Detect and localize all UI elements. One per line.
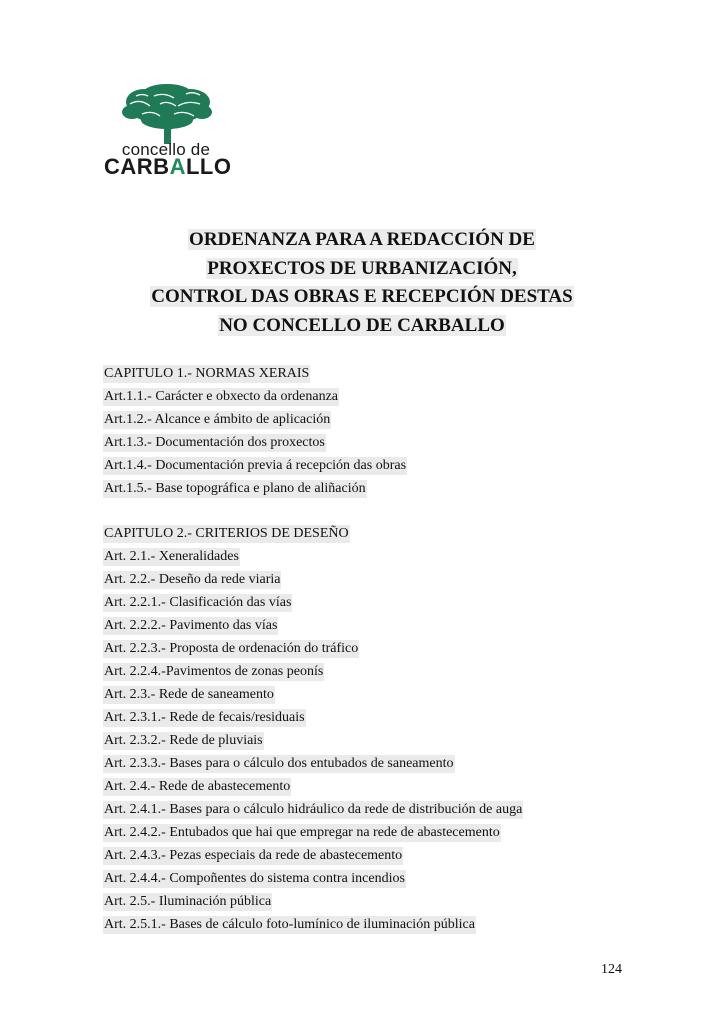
toc-item-text: Art. 2.2.3.- Proposta de ordenación do tráfico [104,641,359,656]
toc-item [103,844,523,867]
toc-item-text: Art.1.4.- Documentación previa á recepción das obras [104,458,407,473]
toc-item [103,706,523,729]
toc-item-text: Art. 2.3.2.- Rede de pluviais [104,733,263,748]
chapter-2-section [103,522,523,936]
toc-item [103,890,523,913]
chapter-1-section [103,362,407,500]
title-text: NO CONCELLO DE CARBALLO [219,314,505,336]
logo-text-part: LLO [185,154,232,179]
toc-item-text: Art. 2.1.- Xeneralidades [104,549,239,564]
toc-item [103,408,407,431]
toc-item-text: Art. 2.4.1.- Bases para o cálculo hidráulico da rede de distribución de auga [104,802,523,817]
title-text: CONTROL DAS OBRAS E RECEPCIÓN DESTAS [151,286,573,307]
toc-item [103,614,523,637]
toc-item [103,752,523,775]
toc-item-text: Art. 2.2.1.- Clasificación das vías [104,595,292,610]
toc-item [103,867,523,890]
toc-item-text: Art.1.5.- Base topográfica e plano de aliñación [104,481,366,496]
chapter-heading-text: CAPITULO 2.- CRITERIOS DE DESEÑO [104,526,349,541]
toc-item-text: Art. 2.4.- Rede de abastecemento [104,779,291,794]
toc-item-text: Art. 2.2.- Deseño da rede viaria [104,572,281,587]
chapter-heading [103,362,407,385]
toc-item [103,798,523,821]
toc-item-text: Art. 2.3.- Rede de saneamento [104,687,274,702]
toc-item-text: Art. 2.4.2.- Entubados que hai que empregar na rede de abastecemento [104,825,500,840]
toc-item-text: Art. 2.2.4.-Pavimentos de zonas peonís [104,664,324,679]
chapter-heading-text: CAPITULO 1.- NORMAS XERAIS [104,366,310,381]
toc-item-text: Art. 2.5.1.- Bases de cálculo foto-lumínico de iluminación pública [104,917,475,932]
title-line [60,226,664,255]
concello-logo [102,84,232,194]
tree-logo-icon [120,84,214,146]
toc-item [103,729,523,752]
chapter-heading [103,522,523,545]
title-line [60,255,664,284]
logo-text-accent: A [169,154,186,179]
toc-item-text: Art. 2.4.4.- Compoñentes do sistema contra incendios [104,871,405,886]
toc-item-text: Art.1.2.- Alcance e ámbito de aplicación [104,412,331,427]
document-title [60,226,664,340]
toc-item-text: Art. 2.2.2.- Pavimento das vías [104,618,278,633]
toc-item [103,454,407,477]
toc-item-text: Art. 2.3.3.- Bases para o cálculo dos entubados de saneamento [104,756,454,771]
toc-item-text: Art.1.3.- Documentación dos proxectos [104,435,325,450]
toc-item [103,913,523,936]
title-line [60,312,664,341]
toc-item [103,545,523,568]
toc-item-text: Art. 2.4.3.- Pezas especiais da rede de abastecemento [104,848,403,863]
title-text: ORDENANZA PARA A REDACCIÓN DE [189,229,535,250]
page-number: 124 [601,962,622,977]
toc-item [103,591,523,614]
toc-item [103,477,407,500]
toc-item-text: Art.1.1.- Carácter e obxecto da ordenanza [104,389,338,404]
title-line [60,283,664,312]
toc-item [103,660,523,683]
toc-item [103,385,407,408]
logo-text-part: CARB [104,154,170,179]
toc-item-text: Art. 2.3.1.- Rede de fecais/residuais [104,710,305,725]
logo-text-carballo [104,154,232,180]
toc-item [103,431,407,454]
logo-text-concello: concello de [121,140,211,159]
toc-item [103,683,523,706]
toc-item-text: Art. 2.5.- Iluminación pública [104,894,272,909]
toc-item [103,568,523,591]
toc-item [103,775,523,798]
toc-item [103,637,523,660]
toc-item [103,821,523,844]
title-text: PROXECTOS DE URBANIZACIÓN, [207,257,517,279]
